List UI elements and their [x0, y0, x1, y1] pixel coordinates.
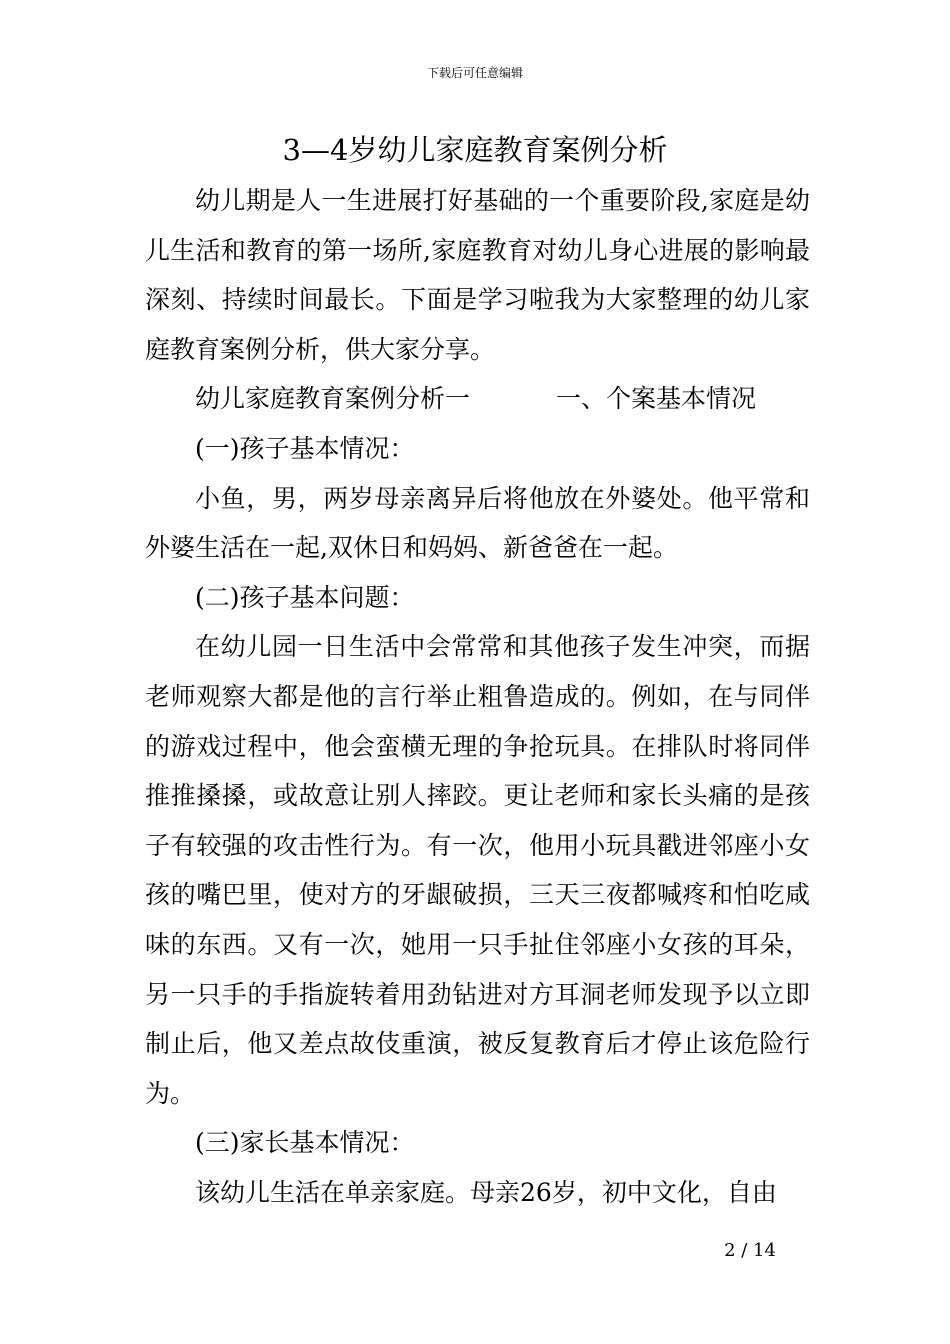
document-body [145, 176, 810, 1217]
section-heading-part: 幼儿家庭教育案例分析一 [195, 384, 471, 414]
page-header: 下载后可任意编辑 [426, 66, 523, 80]
page-number: 2 / 14 [724, 1240, 776, 1261]
section-heading-sub: 一、个案基本情况 [556, 384, 757, 414]
document-title: 3—4岁幼儿家庭教育案例分析 [282, 133, 668, 167]
paragraph-child-problem: 在幼儿园一日生活中会常常和其他孩子发生冲突，而据老师观察大都是他的言行举止粗鲁造成的。例如，在与同伴的游戏过程中，他会蛮横无理的争抢玩具。在排队时将同伴推推搡搡，或故意让别人摔跤。更让老师和家长头痛的是孩子有较强的攻击性行为。有一次，他用小玩具戳进邻座小女孩的嘴巴里，使对方的牙龈破损，三天三夜都喊疼和怕吃咸味的东西。又有一次，她用一只手扯住邻座小女孩的耳朵，另一只手的手指旋转着用劲钻进对方耳洞老师发现予以立即制止后，他又差点故伎重演，被反复教育后才停止该危险行为。 [145, 632, 810, 1108]
paragraph-parent-situation: 该幼儿生活在单亲家庭。母亲26岁，初中文化，自由 [195, 1177, 777, 1207]
subheading-parent-situation: (三)家长基本情况： [195, 1128, 415, 1158]
subheading-child-problem: (二)孩子基本问题： [195, 582, 415, 612]
paragraph-child-situation: 小鱼，男，两岁母亲离异后将他放在外婆处。他平常和外婆生活在一起,双休日和妈妈、新爸爸在一起。 [145, 483, 810, 563]
section-heading [145, 374, 810, 424]
subheading-child-situation: (一)孩子基本情况： [195, 433, 415, 463]
paragraph-intro: 幼儿期是人一生进展打好基础的一个重要阶段,家庭是幼儿生活和教育的第一场所,家庭教育对幼儿身心进展的影响最深刻、持续时间最长。下面是学习啦我为大家整理的幼儿家庭教育案例分析，供大家分享。 [145, 186, 810, 364]
